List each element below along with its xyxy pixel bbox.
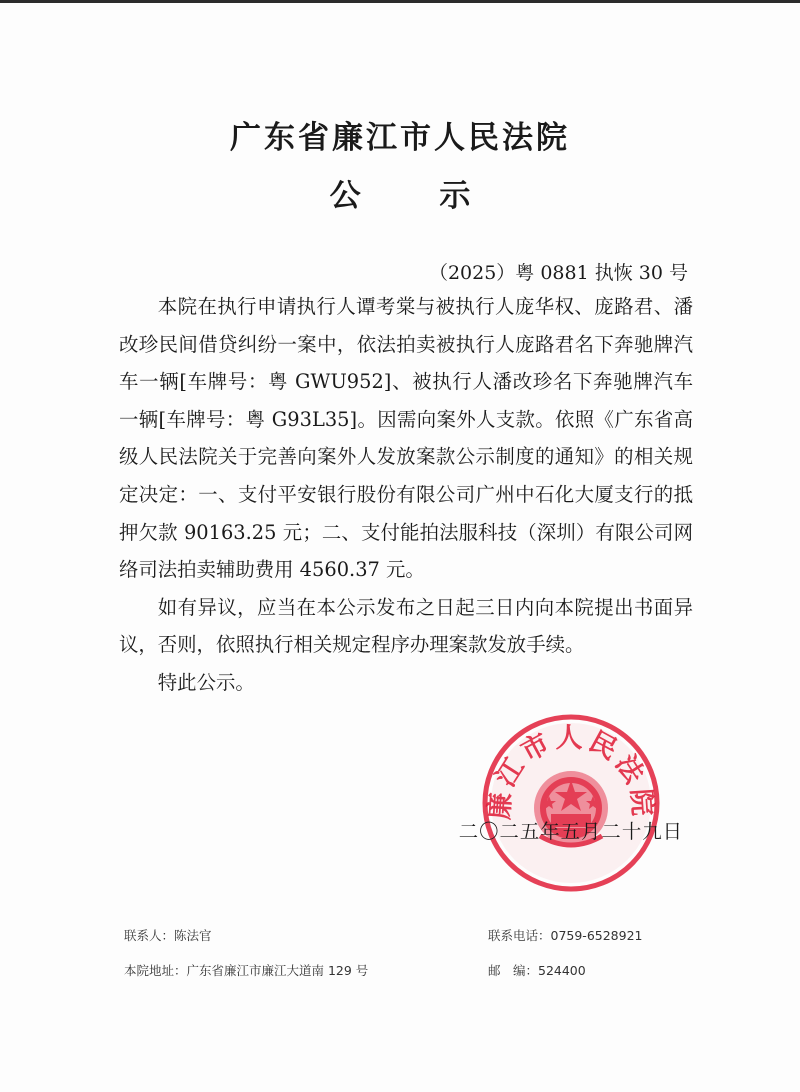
court-name-heading: 广东省廉江市人民法院 xyxy=(230,120,570,156)
footer-phone: 联系电话：0759-6528921 xyxy=(488,928,643,943)
body-paragraph-main: 本院在执行申请执行人谭考棠与被执行人庞华权、庞路君、潘改珍民间借贷纠纷一案中，依法拍卖被执行人庞路君名下奔驰牌汽车一辆[车牌号：粤 GWU952]、被执行人潘改珍名下奔驰牌汽车一辆[车牌号：粤 G93L35]。因需向案外人支款。依照《广东省高级人民法院关于完善向案外人发放案款公示制度的通知》的相关规定决定：一、支付平安银行股份有限公司广州中石化大厦支行的抵押欠款 90163.25 元；二、支付能拍法服科技（深圳）有限公司网络司法拍卖辅助费用 4560.37 元。 xyxy=(119,295,693,582)
issue-date: 二〇二五年五月二十九日 xyxy=(458,820,683,843)
document-type-heading: 公 示 xyxy=(329,178,505,214)
footer-contact: 联系人：陈法官 xyxy=(124,928,212,943)
court-seal-stamp xyxy=(476,708,666,898)
footer-address: 本院地址：广东省廉江市廉江大道南 129 号 xyxy=(124,963,369,978)
scan-top-edge xyxy=(0,0,800,3)
body-paragraph-closing: 特此公示。 xyxy=(157,670,255,694)
body-paragraph-objection: 如有异议，应当在本公示发布之日起三日内向本院提出书面异议，否则，依照执行相关规定程序办理案款发放手续。 xyxy=(119,595,693,657)
footer-postal-code: 邮 编：524400 xyxy=(488,963,586,978)
notice-body xyxy=(119,288,693,702)
case-number: （2025）粤 0881 执恢 30 号 xyxy=(428,262,688,284)
seal-text: 廉江市人民法院 xyxy=(484,722,658,821)
